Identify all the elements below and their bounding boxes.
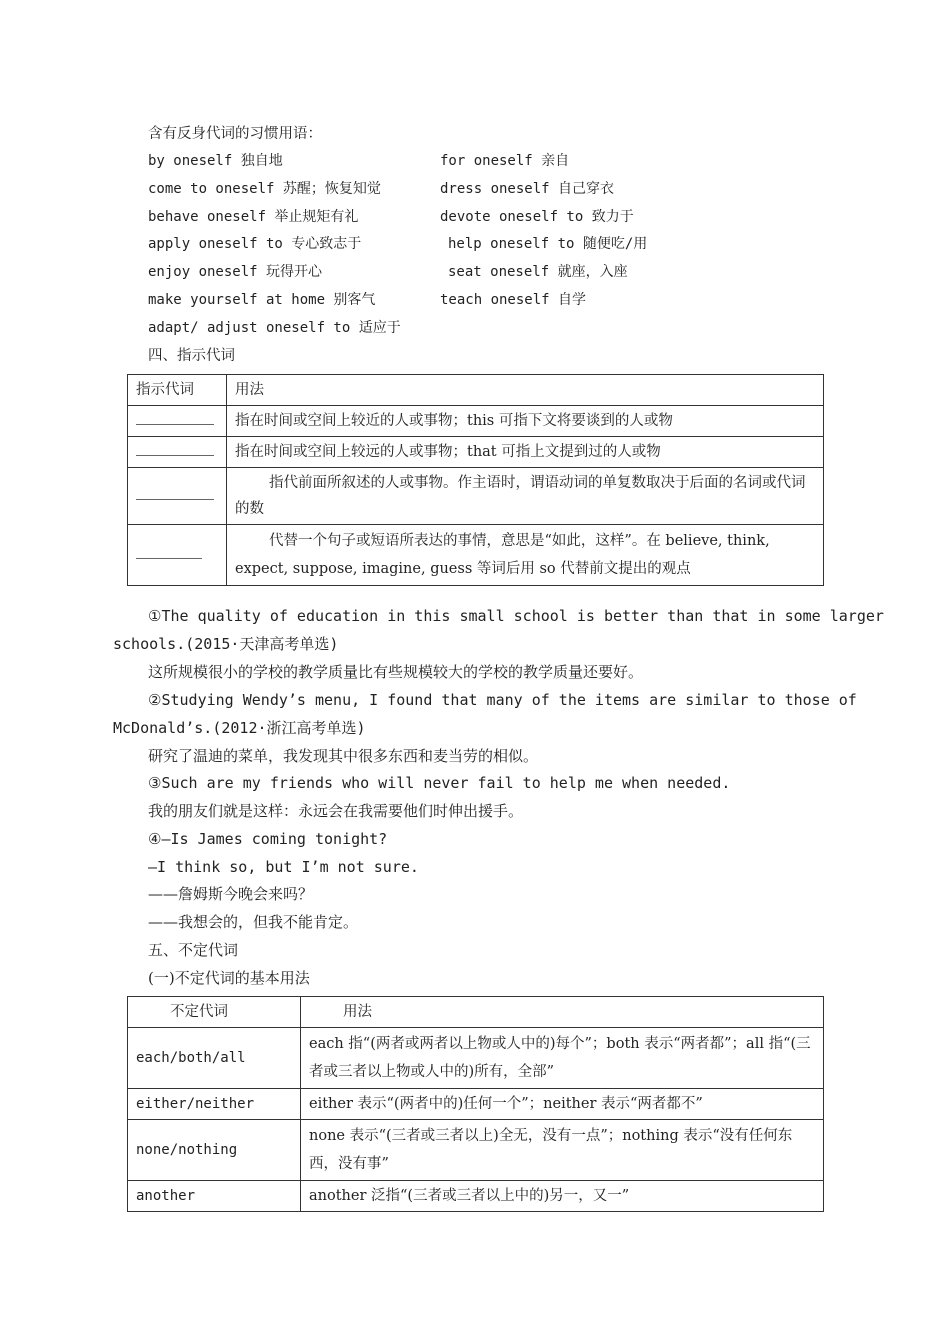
blank-cell — [128, 406, 227, 437]
idiom-left: enjoy oneself 玩得开心 — [148, 264, 323, 280]
usage-cell: another 泛指“(三者或三者以上中的)另一，又一” — [301, 1181, 824, 1212]
idiom-right: dress oneself 自己穿衣 — [440, 181, 615, 197]
example-1-en-cont: schools.(2015·天津高考单选) — [113, 635, 339, 653]
header-cell: 用法 — [227, 375, 824, 406]
demonstrative-table — [127, 374, 824, 586]
usage-cell: 指代前面所叙述的人或事物。作主语时，谓语动词的单复数取决于后面的名词或代词的数 — [227, 468, 824, 525]
idiom-left: behave oneself 举止规矩有礼 — [148, 209, 359, 225]
usage-cell: none 表示“(三者或三者以上)全无，没有一点”；nothing 表示“没有任何东西，没有事” — [301, 1120, 824, 1181]
example-3-cn: 我的朋友们就是这样：永远会在我需要他们时伸出援手。 — [148, 802, 524, 820]
table-row — [128, 1089, 824, 1120]
usage-cell: each 指“(两者或两者以上物或人中的)每个”；both 表示“两者都”；all 指“(三者或三者以上物或人中的)所有，全部” — [301, 1028, 824, 1089]
table-row — [128, 1120, 824, 1181]
idiom-right: teach oneself 自学 — [440, 292, 587, 308]
word-cell: each/both/all — [128, 1028, 301, 1089]
idiom-left: by oneself 独自地 — [148, 153, 283, 169]
example-1-en: ①The quality of education in this small school is better than that in some larger — [148, 607, 884, 625]
blank-cell — [128, 468, 227, 525]
example-4-question-cn: ——詹姆斯今晚会来吗？ — [148, 885, 314, 903]
header-cell: 不定代词 — [128, 997, 301, 1028]
table-row — [128, 1181, 824, 1212]
word-cell: none/nothing — [128, 1120, 301, 1181]
section-4-title: 四、指示代词 — [148, 348, 235, 364]
idiom-left: apply oneself to 专心致志于 — [148, 236, 362, 252]
header-cell: 指示代词 — [128, 375, 227, 406]
answer-blank[interactable] — [136, 487, 214, 500]
example-1-cn: 这所规模很小的学校的教学质量比有些规模较大的学校的教学质量还要好。 — [148, 663, 644, 681]
header-cell: 用法 — [301, 997, 824, 1028]
blank-cell — [128, 525, 227, 586]
idiom-right: for oneself 亲自 — [440, 153, 570, 169]
word-cell: another — [128, 1181, 301, 1212]
table-row — [128, 437, 824, 468]
idiom-right: help oneself to 随便吃/用 — [448, 236, 648, 252]
section-5-subtitle: (一)不定代词的基本用法 — [148, 969, 310, 987]
answer-blank[interactable] — [136, 412, 214, 425]
idiom-left: come to oneself 苏醒；恢复知觉 — [148, 181, 381, 197]
answer-blank[interactable] — [136, 443, 214, 456]
idiom-left: make yourself at home 别客气 — [148, 292, 376, 308]
section-5-title: 五、不定代词 — [148, 941, 239, 959]
example-4-answer-cn: ——我想会的，但我不能肯定。 — [148, 913, 359, 931]
idiom-right: devote oneself to 致力于 — [440, 209, 634, 225]
table-row — [128, 468, 824, 525]
example-2-cn: 研究了温迪的菜单，我发现其中很多东西和麦当劳的相似。 — [148, 747, 539, 765]
blank-cell — [128, 437, 227, 468]
usage-cell: 指在时间或空间上较远的人或事物；that 可指上文提到过的人或物 — [227, 437, 824, 468]
idiom-left: adapt/ adjust oneself to 适应于 — [148, 320, 401, 336]
table-header-row — [128, 997, 824, 1028]
table-header-row — [128, 375, 824, 406]
answer-blank[interactable] — [136, 546, 202, 559]
word-cell: either/neither — [128, 1089, 301, 1120]
reflexive-heading: 含有反身代词的习惯用语： — [148, 126, 322, 142]
indefinite-table — [127, 996, 824, 1212]
idiom-right: seat oneself 就座，入座 — [448, 264, 628, 280]
example-4-answer: —I think so, but I’m not sure. — [148, 858, 419, 876]
table-row — [128, 406, 824, 437]
usage-cell: either 表示“(两者中的)任何一个”；neither 表示“两者都不” — [301, 1089, 824, 1120]
example-3-en: ③Such are my friends who will never fail to help me when needed. — [148, 774, 731, 792]
example-4-question: ④—Is James coming tonight? — [148, 830, 388, 848]
table-row — [128, 525, 824, 586]
usage-cell: 指在时间或空间上较近的人或事物；this 可指下文将要谈到的人或物 — [227, 406, 824, 437]
usage-cell: 代替一个句子或短语所表达的事情，意思是“如此，这样”。在 believe, think, expect, suppose, imagine, guess 等词后用 so 代替前文提出的观点 — [227, 525, 824, 586]
table-row — [128, 1028, 824, 1089]
example-2-en: ②Studying Wendy’s menu, I found that many of the items are similar to those of — [148, 691, 857, 709]
example-2-en-cont: McDonald’s.(2012·浙江高考单选) — [113, 719, 366, 737]
